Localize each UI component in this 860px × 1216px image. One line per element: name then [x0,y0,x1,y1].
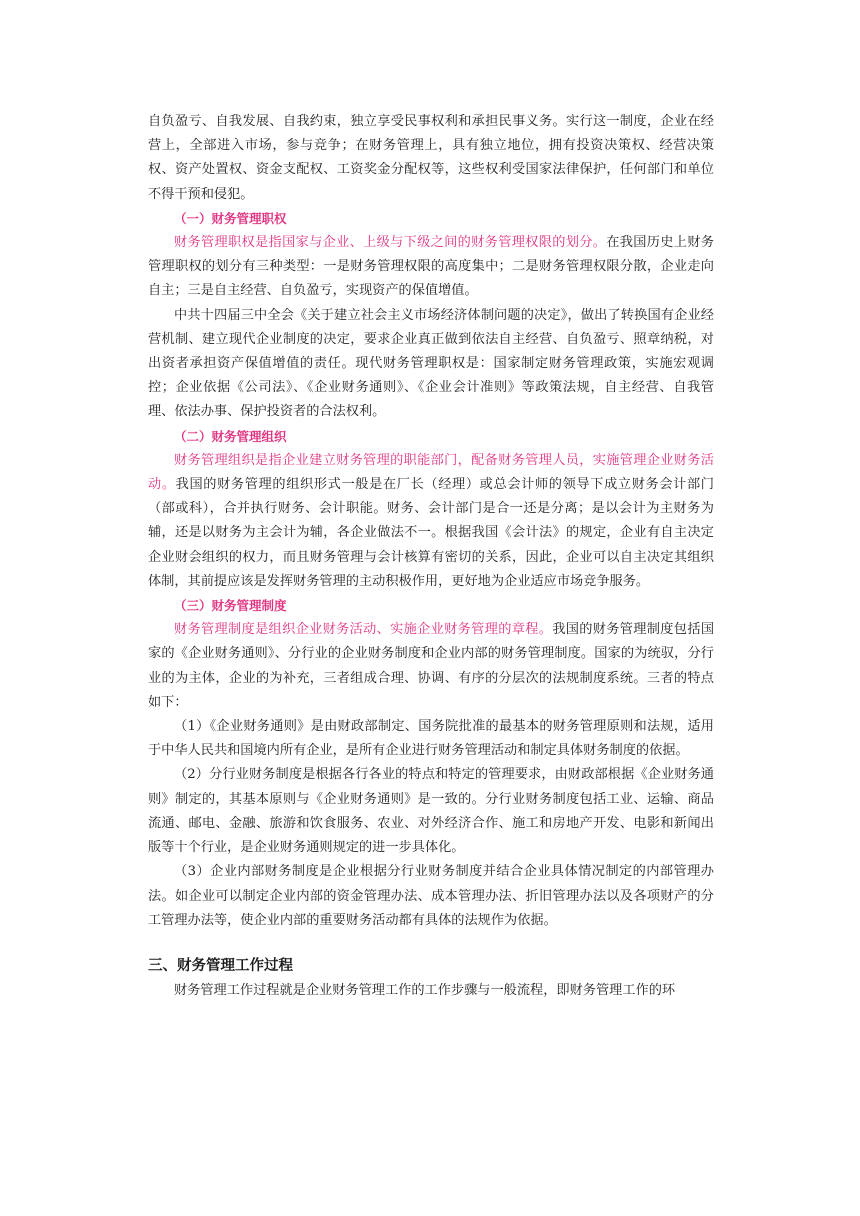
authority-history: 在我国历史上财务管理职权的划分有三种类型：一是财务管理权限的高度集中；二是财务管理权限分散，企业走向自主；三是自主经营、自负盈亏，实现资产的保值增值。 [148,235,715,299]
organization-definition: 财务管理组织是指企业建立财务管理的职能部门，配备财务管理人员，实施管理企业财务活动。 [148,452,714,493]
intro-paragraph: 自负盈亏、自我发展、自我约束，独立享受民事权利和承担民事义务。实行这一制度，企业在经营上，全部进入市场，参与竞争；在财务管理上，具有独立地位，拥有投资决策权、经营决策权、资产处置权、资金支配权、工资奖金分配权等，这些权利受国家法律保护，任何部门和单位不得干预和侵犯。 [148,114,714,202]
section-title-work-process: 三、财务管理工作过程 [148,957,293,974]
page-body [148,110,714,1003]
section-heading-financial-organization: （二）财务管理组织 [174,428,287,444]
system-item-3: （3）企业内部财务制度是企业根据分行业财务制度并结合企业具体情况制定的内部管理办法。如企业可以制定企业内部的资金管理办法、成本管理办法、折旧管理办法以及各项财产的分工管理办法等，使企业内部的重要财务活动都有具体的法规作为依据。 [148,864,714,928]
organization-description: 我国的财务管理的组织形式一般是在厂长（经理）或总会计师的领导下成立财务会计部门（部或科），合并执行财务、会计职能。财务、会计部门是合一还是分离；是以会计为主财务为辅，还是以财务为主会计为辅，各企业做法不一。根据我国《会计法》的规定，企业有自主决定企业财会组织的权力，而且财务管理与会计核算有密切的关系，因此，企业可以自主决定其组织体制，其前提应该是发挥财务管理的主动积极作用，更好地为企业适应市场竞争服务。 [148,477,714,589]
system-item-2: （2）分行业财务制度是根据各行各业的特点和特定的管理要求，由财政部根据《企业财务通则》制定的，其基本原则与《企业财务通则》是一致的。分行业财务制度包括工业、运输、商品流通、邮电、金融、旅游和饮食服务、农业、对外经济合作、施工和房地产开发、电影和新闻出版等十个行业，是企业财务通则规定的进一步具体化。 [148,767,714,856]
system-definition: 财务管理制度是组织企业财务活动、实施企业财务管理的章程。 [174,622,553,638]
authority-paragraph-2: 中共十四届三中全会《关于建立社会主义市场经济体制问题的决定》，做出了转换国有企业经营机制、建立现代企业制度的决定，要求企业真正做到依法自主经营、自负盈亏、照章纳税，对出资者承担资产保值增值的责任。现代财务管理职权是：国家制定财务管理政策，实施宏观调控；企业依据《公司法》、《企业财务通则》、《企业会计准则》等政策法规，自主经营、自我管理、依法办事、保护投资者的合法权利。 [148,307,714,420]
organization-paragraph [148,449,714,594]
system-item-1: （1）《企业财务通则》是由财政部制定、国务院批准的最基本的财务管理原则和法规，适用于中华人民共和国境内所有企业，是所有企业进行财务管理活动和制定具体财务制度的依据。 [148,719,714,759]
system-description: 我国的财务管理制度包括国家的《企业财务通则》、分行业的企业财务制度和企业内部的财务管理制度。国家的为统驭，分行业的为主体，企业的为补充，三者组成合理、协调、有序的分层次的法规制度系统。三者的特点如下： [148,622,715,710]
authority-definition: 财务管理职权是指国家与企业、上级与下级之间的财务管理权限的划分。 [174,235,607,251]
system-paragraph [148,618,714,715]
section-heading-financial-system: （三）财务管理制度 [174,598,287,614]
work-process-paragraph: 财务管理工作过程就是企业财务管理工作的工作步骤与一般流程，即财务管理工作的环 [174,982,676,998]
section-heading-financial-authority: （一）财务管理职权 [174,210,287,226]
authority-paragraph-1 [148,231,714,304]
